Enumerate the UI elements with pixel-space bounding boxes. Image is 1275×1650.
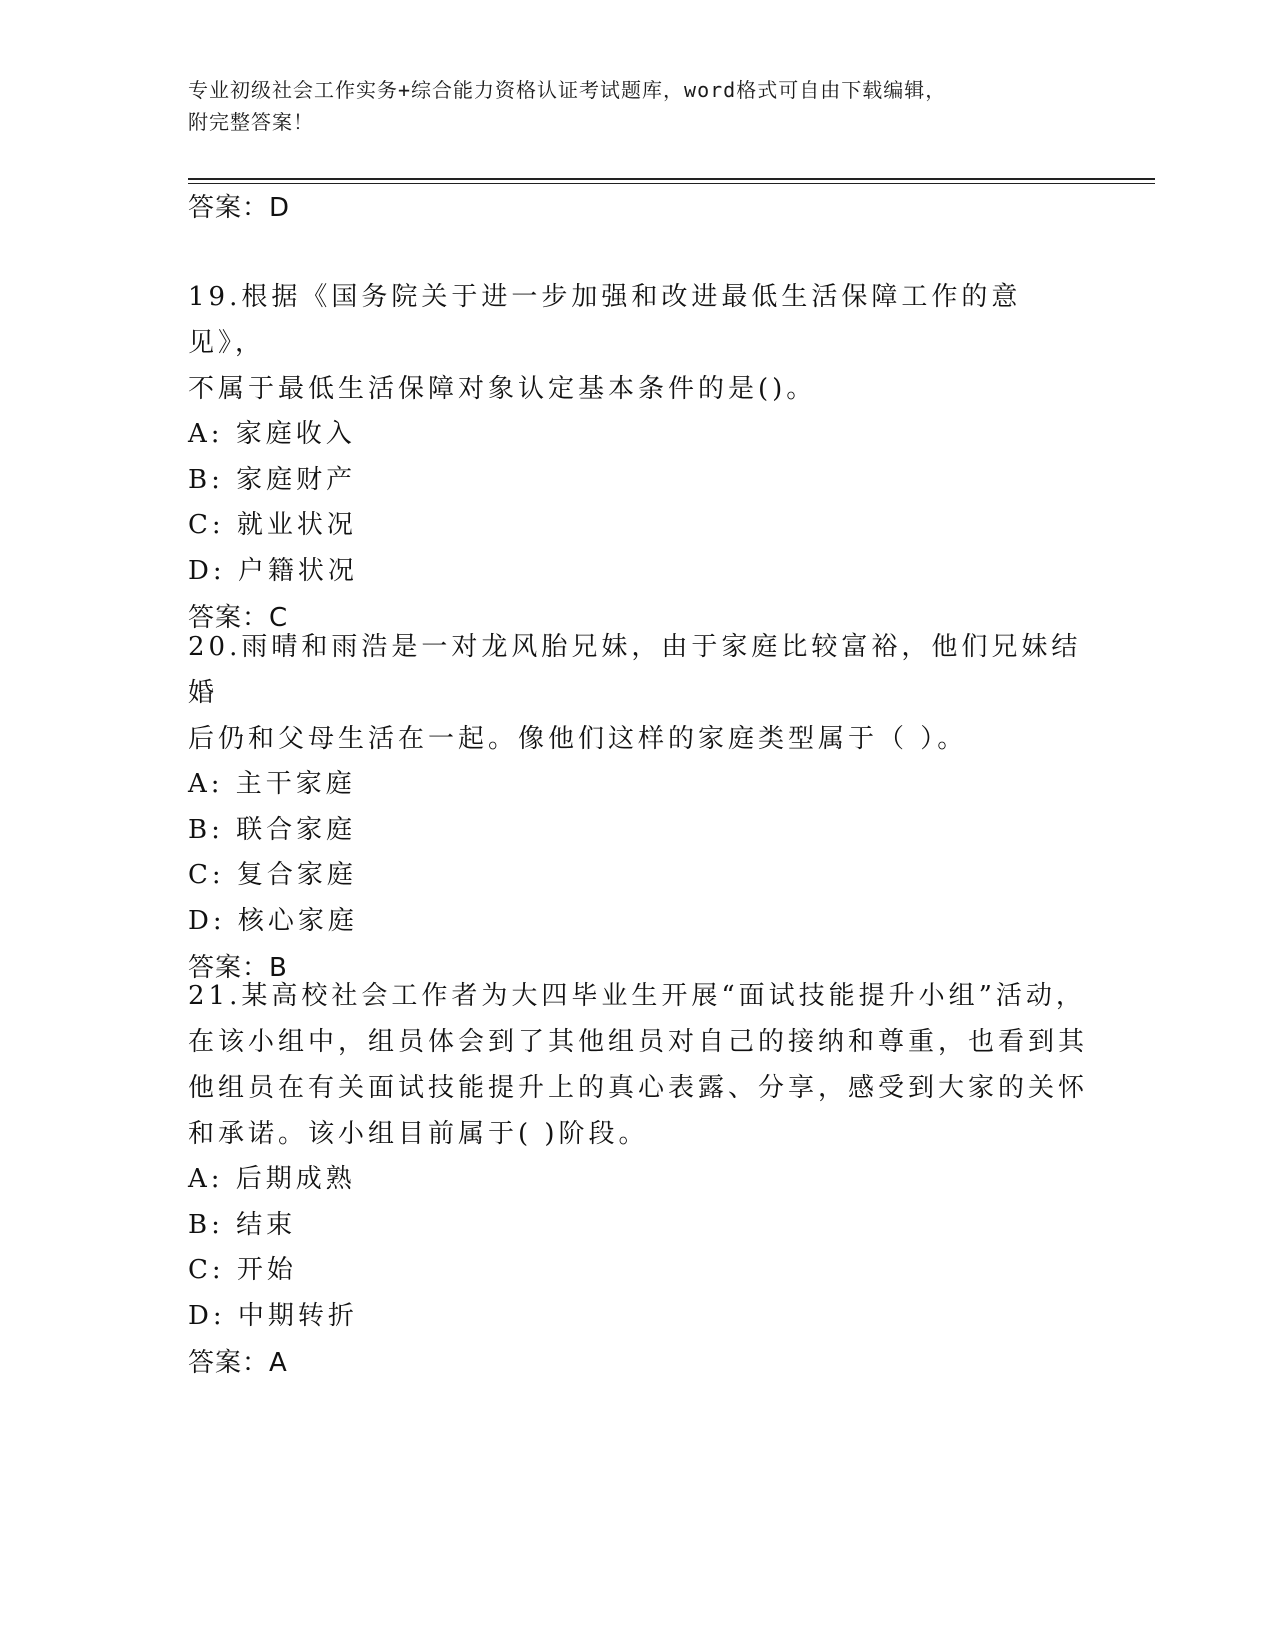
option-c: C: 就业状况	[188, 510, 357, 540]
option-d: D: 中期转折	[188, 1300, 358, 1331]
option-b: B: 结束	[188, 1209, 297, 1240]
question-text-line: 20.雨晴和雨浩是一对龙风胎兄妹，由于家庭比较富裕，他们兄妹结婚	[188, 632, 1082, 708]
option-a: A: 主干家庭	[188, 769, 356, 799]
option-c: C: 复合家庭	[188, 860, 357, 890]
document-header	[188, 74, 1088, 138]
header-line-1: 专业初级社会工作实务+综合能力资格认证考试题库，word格式可自由下载编辑，	[188, 78, 947, 102]
question-19	[188, 274, 1088, 636]
question-text-line: 不属于最低生活保障对象认定基本条件的是()。	[188, 374, 817, 404]
option-d: D: 户籍状况	[188, 555, 358, 586]
option-a: A: 家庭收入	[188, 419, 356, 449]
question-text-line: 他组员在有关面试技能提升上的真心表露、分享，感受到大家的关怀	[188, 1073, 1089, 1103]
answer: 答案：B	[188, 953, 288, 983]
option-d: D: 核心家庭	[188, 905, 358, 936]
question-21	[188, 973, 1088, 1381]
question-text-line: 21.某高校社会工作者为大四毕业生开展“面试技能提升小组”活动，	[188, 981, 1086, 1011]
option-a: A: 后期成熟	[188, 1164, 356, 1194]
option-b: B: 联合家庭	[188, 814, 357, 845]
question-20	[188, 624, 1088, 986]
header-divider	[188, 178, 1155, 180]
question-text-line: 和承诺。该小组目前属于( )阶段。	[188, 1119, 649, 1149]
previous-answer: 答案：D	[188, 193, 291, 223]
answer: 答案：C	[188, 603, 289, 633]
option-b: B: 家庭财产	[188, 464, 357, 495]
header-line-2: 附完整答案！	[188, 110, 314, 134]
answer: 答案：A	[188, 1348, 288, 1378]
header-divider-secondary	[188, 183, 1155, 184]
question-text-line: 19.根据《国务院关于进一步加强和改进最低生活保障工作的意见》，	[188, 282, 1022, 358]
question-text-line: 后仍和父母生活在一起。像他们这样的家庭类型属于（ ）。	[188, 724, 968, 754]
question-text-line: 在该小组中，组员体会到了其他组员对自己的接纳和尊重，也看到其	[188, 1027, 1089, 1057]
option-c: C: 开始	[188, 1255, 297, 1285]
